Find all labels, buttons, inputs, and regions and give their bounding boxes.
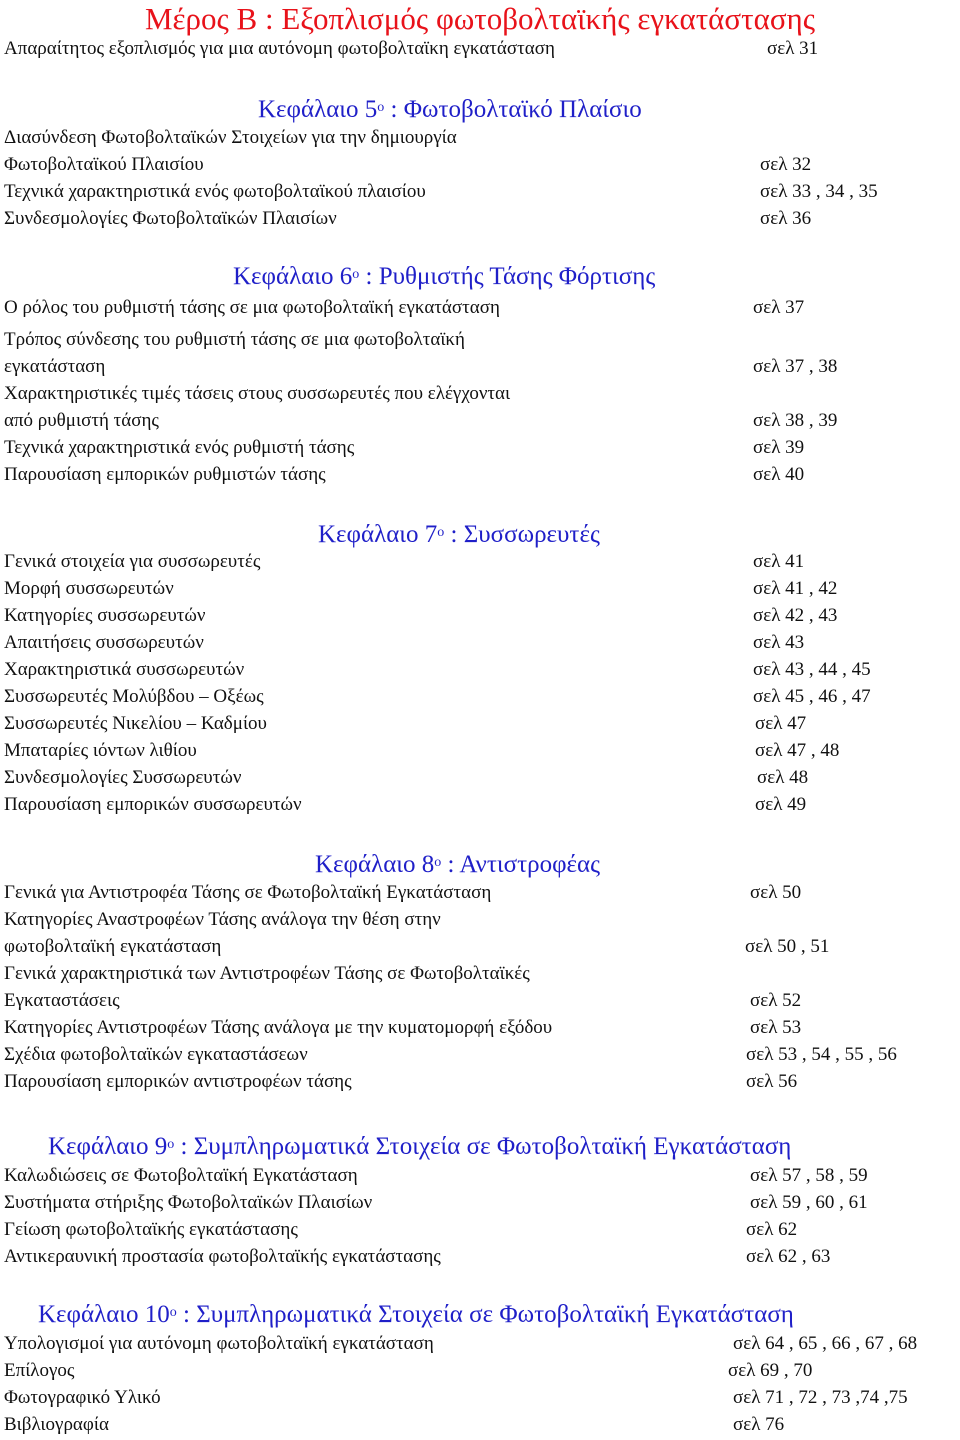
toc-entry: Κατηγορίες Αναστροφέων Τάσης ανάλογα την θέση στην — [4, 909, 441, 930]
toc-entry: εγκατάσταση — [4, 356, 106, 377]
toc-entry: Συσσωρευτές Μολύβδου – Οξέως — [4, 686, 264, 707]
entry-page: σελ 49 — [755, 794, 807, 815]
toc-entry: Κατηγορίες συσσωρευτών — [4, 605, 206, 626]
entry-page: σελ 42 , 43 — [753, 605, 838, 626]
toc-entry: Εγκαταστάσεις — [4, 990, 120, 1011]
entry-page: σελ 41 — [753, 551, 805, 572]
toc-entry: Παρουσίαση εμπορικών αντιστροφέων τάσης — [4, 1071, 352, 1092]
toc-entry: Διασύνδεση Φωτοβολταϊκών Στοιχείων για την δημιουργία — [4, 127, 457, 148]
toc-entry: Γενικά για Αντιστροφέα Τάσης σε Φωτοβολταϊκή Εγκατάσταση — [4, 882, 492, 903]
toc-entry: Γείωση φωτοβολταϊκής εγκατάστασης — [4, 1219, 298, 1240]
entry-page: σελ 31 — [767, 38, 819, 59]
entry-page: σελ 62 , 63 — [746, 1246, 831, 1267]
entry-page: σελ 76 — [733, 1414, 785, 1435]
toc-entry: Φωτογραφικό Υλικό — [4, 1387, 161, 1408]
toc-entry: Συστήματα στήριξης Φωτοβολταϊκών Πλαισίων — [4, 1192, 373, 1213]
entry-page: σελ 36 — [760, 208, 812, 229]
page-title: Μέρος Β : Εξοπλισμός φωτοβολταϊκής εγκατάστασης — [144, 1, 816, 36]
entry-page: σελ 53 — [750, 1017, 802, 1038]
toc-entry: Χαρακτηριστικές τιμές τάσεις στους συσσωρευτές που ελέγχονται — [4, 383, 511, 404]
entry-page: σελ 71 , 72 , 73 ,74 ,75 — [733, 1387, 908, 1408]
entry-page: σελ 69 , 70 — [728, 1360, 813, 1381]
toc-entry: φωτοβολταϊκή εγκατάσταση — [4, 936, 222, 957]
entry-page: σελ 38 , 39 — [753, 410, 838, 431]
entry-page: σελ 59 , 60 , 61 — [750, 1192, 868, 1213]
toc-entry: Συνδεσμολογίες Συσσωρευτών — [4, 767, 242, 788]
entry-page: σελ 43 , 44 , 45 — [753, 659, 871, 680]
entry-page: σελ 37 , 38 — [753, 356, 838, 377]
toc-entry: Υπολογισμοί για αυτόνομη φωτοβολταϊκή εγκατάσταση — [4, 1333, 434, 1354]
toc-entry: Τρόπος σύνδεσης του ρυθμιστή τάσης σε μια φωτοβολταϊκή — [4, 329, 465, 350]
toc-entry-intro — [4, 35, 555, 62]
toc-entry: Τεχνικά χαρακτηριστικά ενός ρυθμιστή τάσης — [4, 437, 355, 458]
entry-page: σελ 45 , 46 , 47 — [753, 686, 871, 707]
chapter-8-heading: Κεφάλαιο $8^o$ : Αντιστροφέας — [315, 851, 601, 878]
chapter-5-heading: Κεφάλαιο $5^o$ : Φωτοβολταϊκό Πλαίσιο — [258, 96, 642, 123]
toc-entry: Γενικά χαρακτηριστικά των Αντιστροφέων Τάσης σε Φωτοβολταϊκές — [4, 963, 530, 984]
chapter-7-heading: Κεφάλαιο $7^o$ : Συσσωρευτές — [318, 521, 600, 548]
toc-entry: Κατηγορίες Αντιστροφέων Τάσης ανάλογα με την κυματομορφή εξόδου — [4, 1017, 553, 1038]
chapter-6-heading: Κεφάλαιο $6^o$ : Ρυθμιστής Τάσης Φόρτισης — [233, 263, 656, 290]
toc-entry: Συσσωρευτές Νικελίου – Καδμίου — [4, 713, 267, 734]
entry-page: σελ 33 , 34 , 35 — [760, 181, 878, 202]
entry-page: σελ 62 — [746, 1219, 798, 1240]
entry-page: σελ 50 — [750, 882, 802, 903]
entry-page: σελ 41 , 42 — [753, 578, 838, 599]
toc-entry: Συνδεσμολογίες Φωτοβολταϊκών Πλαισίων — [4, 208, 337, 229]
entry-page: σελ 47 — [755, 713, 807, 734]
toc-entry: Γενικά στοιχεία για συσσωρευτές — [4, 551, 261, 572]
toc-entry: Μπαταρίες ιόντων λιθίου — [4, 740, 197, 761]
toc-entry: Παρουσίαση εμπορικών ρυθμιστών τάσης — [4, 464, 326, 485]
toc-entry: Σχέδια φωτοβολταϊκών εγκαταστάσεων — [4, 1044, 308, 1065]
toc-entry: από ρυθμιστή τάσης — [4, 410, 159, 431]
entry-page: σελ 64 , 65 , 66 , 67 , 68 — [733, 1333, 918, 1354]
entry-page: σελ 52 — [750, 990, 802, 1011]
chapter-10-heading: Κεφάλαιο $10^o$ : Συμπληρωματικά Στοιχεία σε Φωτοβολταϊκή Εγκατάσταση — [38, 1301, 794, 1328]
entry-page: σελ 37 — [753, 297, 805, 318]
toc-entry: Καλωδιώσεις σε Φωτοβολταϊκή Εγκατάσταση — [4, 1165, 358, 1186]
entry-page: σελ 57 , 58 , 59 — [750, 1165, 868, 1186]
entry-page: σελ 53 , 54 , 55 , 56 — [746, 1044, 897, 1065]
toc-entry: Μορφή συσσωρευτών — [4, 578, 174, 599]
entry-page: σελ 56 — [746, 1071, 798, 1092]
toc-entry: Επίλογος — [4, 1360, 75, 1381]
entry-page: σελ 40 — [753, 464, 805, 485]
toc-entry: Ο ρόλος του ρυθμιστή τάσης σε μια φωτοβολταϊκή εγκατάσταση — [4, 297, 500, 318]
toc-entry: Απαιτήσεις συσσωρευτών — [4, 632, 204, 653]
entry-text: Απαραίτητος εξοπλισμός για μια αυτόνομη φωτοβολταϊκη εγκατάσταση — [4, 38, 555, 59]
toc-entry: Αντικεραυνική προστασία φωτοβολταϊκής εγκατάστασης — [4, 1246, 441, 1267]
entry-page: σελ 43 — [753, 632, 805, 653]
entry-page: σελ 48 — [757, 767, 809, 788]
toc-entry: Τεχνικά χαρακτηριστικά ενός φωτοβολταϊκού πλαισίου — [4, 181, 426, 202]
entry-page: σελ 50 , 51 — [745, 936, 830, 957]
toc-entry: Παρουσίαση εμπορικών συσσωρευτών — [4, 794, 302, 815]
chapter-9-heading: Κεφάλαιο $9^o$ : Συμπληρωματικά Στοιχεία σε Φωτοβολταϊκή Εγκατάσταση — [48, 1133, 792, 1160]
toc-entry: Βιβλιογραφία — [4, 1414, 109, 1435]
entry-page: σελ 32 — [760, 154, 812, 175]
entry-page: σελ 39 — [753, 437, 805, 458]
toc-entry: Φωτοβολταϊκού Πλαισίου — [4, 154, 204, 175]
toc-entry: Χαρακτηριστικά συσσωρευτών — [4, 659, 245, 680]
entry-page: σελ 47 , 48 — [755, 740, 840, 761]
